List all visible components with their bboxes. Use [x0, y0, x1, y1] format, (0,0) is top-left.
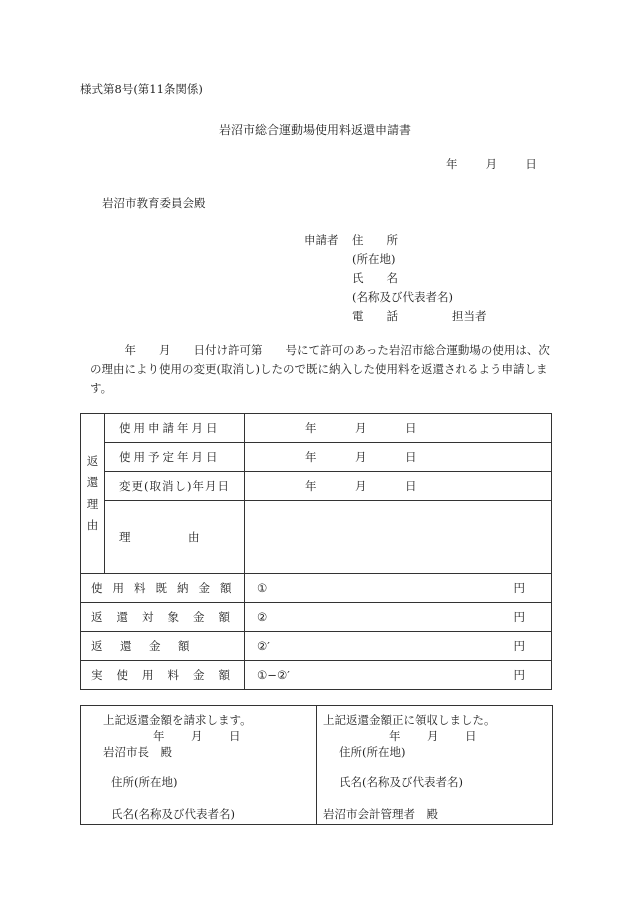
date-day: 日: [465, 729, 477, 743]
receipt-date: [389, 728, 477, 744]
addressee: 岩沼市教育委員会殿: [102, 196, 206, 210]
date-month: 月: [355, 421, 367, 435]
reason-header-char: 理: [86, 496, 99, 511]
row-date-field[interactable]: [245, 414, 552, 443]
body-text: 年 月 日付け許可第 号にて許可のあった岩沼市総合運動場の使用は、次の理由により使用の変更(取消し)したので既に納入した使用料を返還されるよう申請します。: [90, 343, 550, 395]
reason-header: [81, 414, 105, 574]
date-month: 月: [427, 729, 439, 743]
amount-mark: ①: [257, 581, 268, 595]
date-year: 年: [305, 479, 317, 493]
amount-mark: ②: [257, 610, 268, 624]
amount-mark: ①−②′: [257, 668, 290, 682]
date-day: 日: [405, 450, 417, 464]
applicant-address-sub: (所在地): [352, 252, 396, 266]
claim-statement: 上記返還金額を請求します。: [103, 713, 252, 727]
date-day: 日: [525, 157, 537, 171]
reason-header-char: 由: [86, 518, 99, 532]
claim-addressee: 岩沼市長 殿: [103, 745, 172, 759]
date-year: 年: [446, 157, 458, 171]
date-year: 年: [153, 729, 165, 743]
claim-name-label: 氏名(名称及び代表者名): [111, 807, 235, 821]
row-date-field[interactable]: [245, 472, 552, 501]
date-day: 日: [405, 479, 417, 493]
amount-field[interactable]: [245, 661, 552, 690]
yen-unit: 円: [513, 581, 525, 595]
yen-unit: 円: [513, 668, 525, 682]
receipt-section: [317, 706, 552, 824]
reason-header-char: 還: [86, 475, 99, 489]
reason-field[interactable]: [245, 501, 552, 574]
date-day: 日: [405, 421, 417, 435]
page-title: 岩沼市総合運動場使用料返還申請書: [218, 123, 411, 137]
date-year: 年: [305, 450, 317, 464]
amount-label: 使用料既納金額: [81, 574, 245, 603]
amount-field[interactable]: [245, 574, 552, 603]
row-label: 変更(取消し)年月日: [105, 472, 245, 501]
receipt-address-label: 住所(所在地): [339, 745, 406, 759]
receipt-addressee: 岩沼市会計管理者 殿: [323, 807, 438, 821]
reason-header-char: 返: [86, 453, 99, 468]
date-month: 月: [485, 157, 498, 171]
reason-label: 理 由: [105, 501, 245, 574]
applicant-name-sub: (名称及び代表者名): [352, 290, 453, 304]
applicant-phone-label: 電 話: [352, 309, 398, 323]
claim-address-label: 住所(所在地): [111, 775, 178, 789]
amount-field[interactable]: [245, 632, 552, 661]
amount-mark: ②′: [257, 639, 270, 653]
amount-field[interactable]: [245, 603, 552, 632]
receipt-statement: 上記返還金額正に領収しました。: [323, 713, 496, 727]
refund-table: [80, 413, 552, 690]
claim-section: [81, 706, 317, 824]
amount-label: 返 還 金 額: [81, 632, 245, 661]
applicant-name-label: 氏 名: [352, 271, 398, 285]
amount-label: 実使用料金額: [81, 661, 245, 690]
applicant-person-in-charge: 担当者: [452, 309, 487, 323]
yen-unit: 円: [513, 610, 525, 624]
row-date-field[interactable]: [245, 443, 552, 472]
applicant-block: [304, 231, 487, 326]
application-date: [446, 156, 537, 172]
date-day: 日: [229, 729, 241, 743]
row-label: 使用申請年月日: [105, 414, 245, 443]
date-year: 年: [389, 729, 401, 743]
date-year: 年: [305, 421, 317, 435]
form-number: 様式第8号(第11条関係): [80, 82, 203, 96]
yen-unit: 円: [513, 639, 525, 653]
row-label: 使用予定年月日: [105, 443, 245, 472]
date-month: 月: [355, 450, 367, 464]
date-month: 月: [191, 729, 203, 743]
amount-label: 返還対象金額: [81, 603, 245, 632]
claim-receipt-box: [80, 705, 553, 825]
date-month: 月: [355, 479, 367, 493]
applicant-address-label: 住 所: [352, 233, 398, 247]
claim-date: [153, 728, 241, 744]
applicant-heading: 申請者: [304, 233, 339, 247]
receipt-name-label: 氏名(名称及び代表者名): [339, 775, 463, 789]
